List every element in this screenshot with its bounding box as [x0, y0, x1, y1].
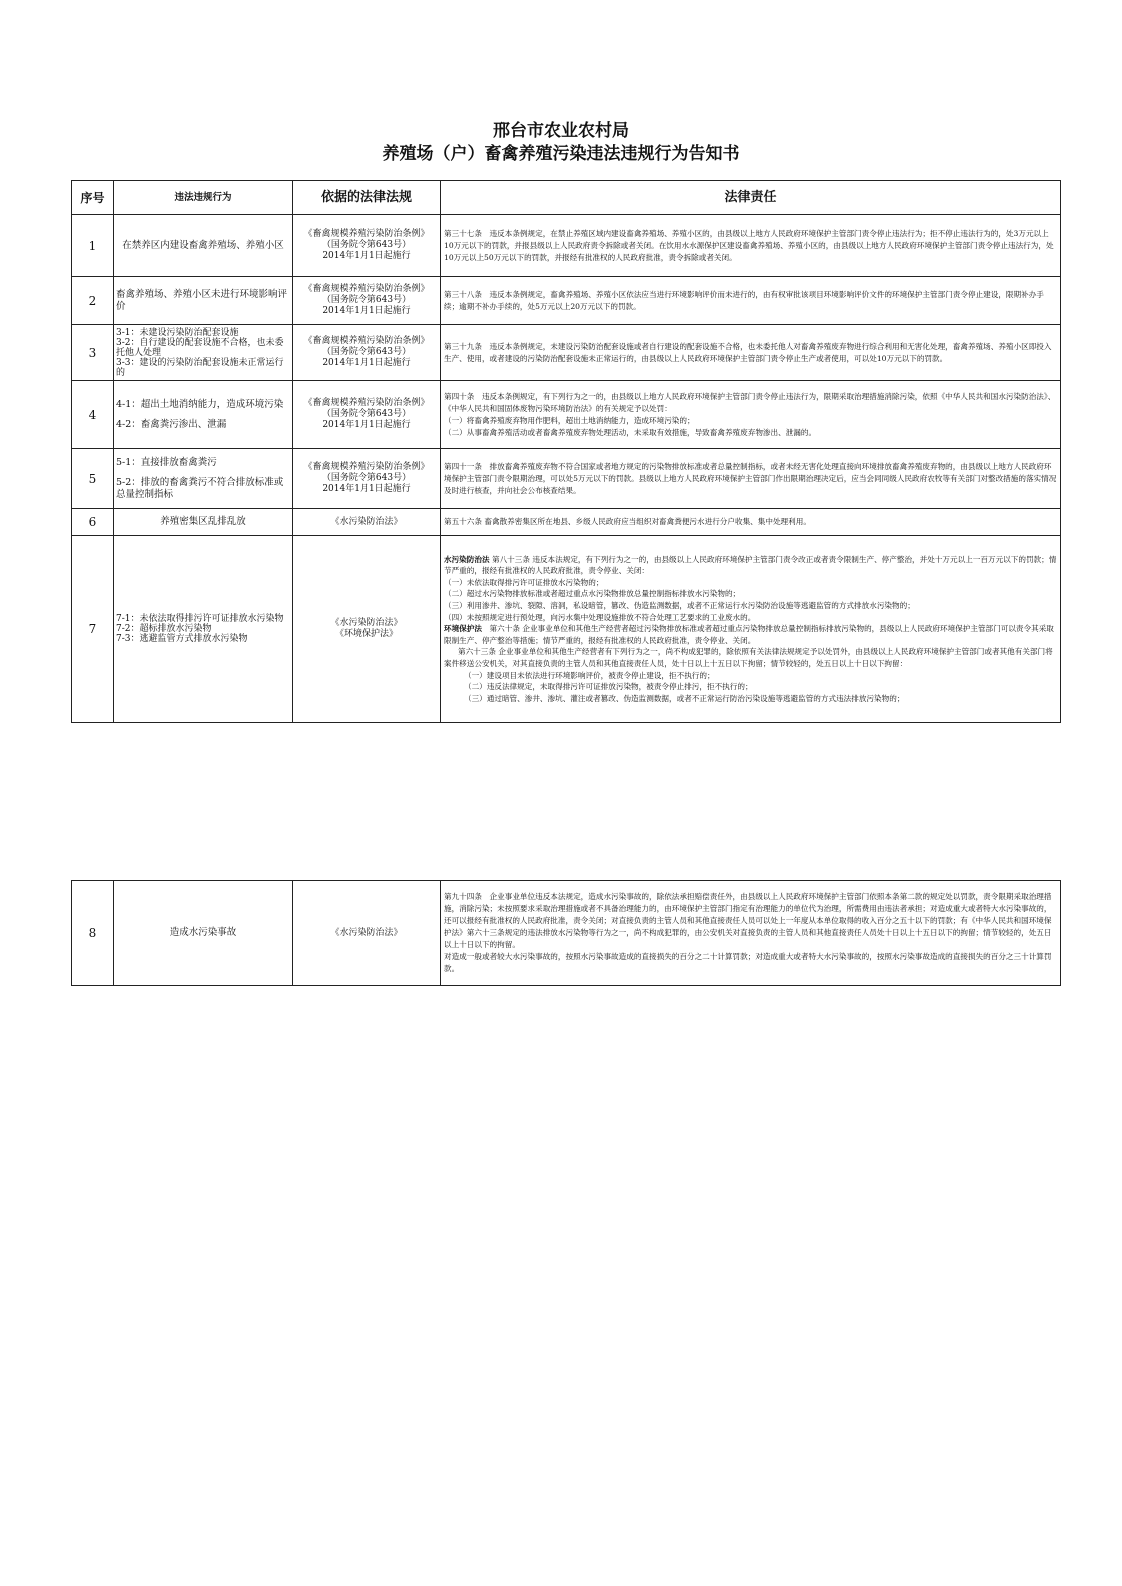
liability-cell: [441, 325, 1061, 381]
violation-cell: [114, 509, 293, 536]
table-row: [72, 381, 1061, 449]
row-number: 2: [72, 277, 114, 325]
liability-water-law: [444, 554, 1057, 577]
liability-env-law: [444, 623, 1057, 646]
law-name-label: 环境保护法: [444, 624, 482, 634]
violation-text: 养殖密集区乱排乱放: [160, 516, 246, 527]
law-name-label: 水污染防治法: [444, 554, 490, 564]
column-header-no: 序号: [72, 181, 114, 215]
liability-cell: [441, 277, 1061, 325]
liability-text: 第九十四条 企业事业单位违反本法规定，造成水污染事故的，除依法承担赔偿责任外，由县级以上人民政府环境保护主管部门依照本条第二款的规定处以罚款，责令限期采取治理措施，消除污染；未按照要求采取治理措施或者不具备治理能力的，由环境保护主管部门指定有治理能力的单位代为治理，所需费用由违法者承担；对造成重大或者特大水污染事故的，还可以报经有批准权的人民政府批准，责令关闭；对直接负责的主管人员和其他直接责任人员可以处上一年度从本单位取得的收入百分之五十以下的罚款；有《中华人民共和国环境保护法》第六十三条规定的违法排放水污染物等行为之一，尚不构成犯罪的，由公安机关对直接负责的主管人员和其他直接责任人员处十日以上十五日以下的拘留；情节较轻的，处五日以上十日以下的拘留。: [444, 892, 1052, 949]
liability-text: 第六十三条 企业事业单位和其他生产经营者有下列行为之一，尚不构成犯罪的，除依照有关法律法规规定予以处罚外，由县级以上人民政府环境保护主管部门或者其他有关部门将案件移送公安机关，对其直接负责的主管人员和其他直接责任人员，处十日以上十五日以下拘留；情节较轻的，处五日以上十日以下拘留：: [444, 647, 1053, 668]
column-header-liability: 法律责任: [441, 181, 1061, 215]
violation-text: 畜禽养殖场、养殖小区未进行环境影响评价: [116, 288, 288, 312]
liability-item: （一）建设项目未依法进行环境影响评价，被责令停止建设，拒不执行的；: [464, 670, 715, 680]
law-title: 《水污染防治法》: [330, 516, 403, 527]
liability-item: （三）通过暗管、渗井、渗坑、灌注或者篡改、伪造监测数据，或者不正常运行防治污染设施等逃避监管的方式违法排放污染物的；: [464, 693, 905, 703]
liability-cell: [441, 449, 1061, 509]
liability-cell: [441, 381, 1061, 449]
law-title: 《畜禽规模养殖污染防治条例》: [303, 462, 430, 472]
liability-cell: [441, 881, 1061, 986]
law-cell: [293, 509, 441, 536]
liability-text: 第五十六条 畜禽散养密集区所在地县、乡级人民政府应当组织对畜禽粪便污水进行分户收集、集中处理利用。: [444, 517, 811, 526]
law-cell: [293, 381, 441, 449]
table-row: [72, 536, 1061, 723]
law-title: 《水污染防治法》: [330, 618, 403, 628]
liability-text: 第三十九条 违反本条例规定，未建设污染防治配套设施或者自行建设的配套设施不合格，也未委托他人对畜禽养殖废弃物进行综合利用和无害化处理，畜禽养殖场、养殖小区即投入生产、使用，或者建设的污染防治配套设施未正常运行的，由县级以上人民政府环境保护主管部门责令停止生产或者使用，可以处10万元以下的罚款。: [444, 341, 1052, 363]
violations-table-continued: [71, 880, 1061, 986]
liability-cell: [441, 509, 1061, 536]
violation-cell: [114, 277, 293, 325]
table-row: [72, 325, 1061, 381]
violation-cell: [114, 325, 293, 381]
violation-item: 7-1：未依法取得排污许可证排放水污染物: [116, 614, 284, 624]
violation-text: 在禁养区内建设畜禽养殖场、养殖小区: [122, 239, 284, 251]
liability-item: （三）利用渗井、渗坑、裂隙、溶洞，私设暗管，篡改、伪造监测数据，或者不正常运行水污染防治设施等逃避监管的方式排放水污染物的；: [444, 601, 915, 611]
page-title-agency: 邢台市农业农村局: [493, 121, 629, 141]
law-title: 《畜禽规模养殖污染防治条例》: [303, 284, 430, 294]
violation-text: 造成水污染事故: [169, 927, 237, 938]
law-title: 《畜禽规模养殖污染防治条例》: [303, 336, 430, 346]
row-number: 4: [72, 381, 114, 449]
liability-text: 第三十八条 违反本条例规定，畜禽养殖场、养殖小区依法应当进行环境影响评价而未进行的，由有权审批该项目环境影响评价文件的环境保护主管部门责令停止建设，限期补办手续；逾期不补办手续的，处5万元以上20万元以下的罚款。: [444, 289, 1044, 311]
row-number: 3: [72, 325, 114, 381]
table-row: [72, 449, 1061, 509]
violation-cell: [114, 449, 293, 509]
law-cell: [293, 536, 441, 723]
liability-text: 第六十条 企业事业单位和其他生产经营者超过污染物排放标准或者超过重点污染物排放总量控制指标排放污染物的，县级以上人民政府环境保护主管部门可以责令其采取限制生产、停产整治等措施；情节严重的，报经有批准权的人民政府批准，责令停业、关闭。: [444, 624, 1054, 645]
liability-item: （一）将畜禽养殖废弃物用作肥料，超出土地消纳能力，造成环境污染的；: [444, 415, 695, 425]
column-header-law: 依据的法律法规: [293, 181, 441, 215]
law-cell: [293, 215, 441, 277]
row-number: 7: [72, 536, 114, 723]
law-title: 《水污染防治法》: [330, 927, 403, 938]
law-cell: [293, 277, 441, 325]
violation-item: 7-2：超标排放水污染物: [116, 624, 212, 634]
violation-item: 4-1：超出土地消纳能力，造成环境污染: [116, 398, 284, 410]
row-number: 6: [72, 509, 114, 536]
law-title: 《畜禽规模养殖污染防治条例》: [303, 229, 430, 239]
table-row: [72, 509, 1061, 536]
law-effective: 2014年1月1日起施行: [322, 358, 411, 368]
law-decree: （国务院令第643号）: [321, 347, 412, 357]
law-effective: 2014年1月1日起施行: [322, 420, 411, 430]
table-row: [72, 215, 1061, 277]
law-decree: （国务院令第643号）: [321, 473, 412, 483]
violation-cell: [114, 536, 293, 723]
liability-item: （二）违反法律规定，未取得排污许可证排放污染物，被责令停止排污，拒不执行的；: [464, 682, 753, 692]
law-title: 《畜禽规模养殖污染防治条例》: [303, 398, 430, 408]
row-number: 1: [72, 215, 114, 277]
liability-item: （一）未依法取得排污许可证排放水污染物的；: [444, 577, 604, 587]
row-number: 8: [72, 881, 114, 986]
violation-item: 3-2：自行建设的配套设施不合格，也未委托他人处理: [116, 337, 284, 358]
violation-cell: [114, 215, 293, 277]
law-decree: （国务院令第643号）: [321, 295, 412, 305]
liability-text: 第四十一条 排放畜禽养殖废弃物不符合国家或者地方规定的污染物排放标准或者总量控制指标，或者未经无害化处理直接向环境排放畜禽养殖废弃物的，由县级以上地方人民政府环境保护主管部门责令限期治理，可以处5万元以下的罚款。县级以上地方人民政府环境保护主管部门作出限期治理决定后，应当会同同级人民政府农牧等有关部门对整改措施的落实情况及时进行核查，并向社会公布核查结果。: [444, 461, 1057, 495]
page-title-notice: 养殖场（户）畜禽养殖污染违法违规行为告知书: [382, 144, 740, 164]
liability-item: （二）从事畜禽养殖活动或者畜禽养殖废弃物处理活动，未采取有效措施，导致畜禽养殖废弃物渗出、泄漏的。: [444, 427, 817, 437]
violation-cell: [114, 881, 293, 986]
law-cell: [293, 325, 441, 381]
law-decree: （国务院令第643号）: [321, 409, 412, 419]
law-cell: [293, 881, 441, 986]
law-effective: 2014年1月1日起施行: [322, 251, 411, 261]
violation-item: 4-2：畜禽粪污渗出、泄漏: [116, 418, 227, 430]
violation-cell: [114, 381, 293, 449]
liability-text: 第四十条 违反本条例规定，有下列行为之一的，由县级以上地方人民政府环境保护主管部门责令停止违法行为，限期采取治理措施消除污染，依照《中华人民共和国水污染防治法》、《中华人民共和国固体废物污染环境防治法》的有关规定予以处罚：: [444, 391, 1056, 413]
liability-text: 对造成一般或者较大水污染事故的，按照水污染事故造成的直接损失的百分之二十计算罚款；对造成重大或者特大水污染事故的，按照水污染事故造成的直接损失的百分之三十计算罚款。: [444, 952, 1052, 973]
violation-item: 3-3：建设的污染防治配套设施未正常运行的: [116, 357, 284, 378]
liability-cell: [441, 536, 1061, 723]
liability-text: 第三十七条 违反本条例规定，在禁止养殖区域内建设畜禽养殖场、养殖小区的，由县级以上地方人民政府环境保护主管部门责令停止违法行为；拒不停止违法行为的，处3万元以上10万元以下的罚款，并报县级以上人民政府责令拆除或者关闭。在饮用水水源保护区建设畜禽养殖场、养殖小区的，由县级以上地方人民政府环境保护主管部门责令停止违法行为，处10万元以上50万元以下的罚款，并报经有批准权的人民政府批准，责令拆除或者关闭。: [444, 228, 1054, 262]
liability-item: （二）超过水污染物排放标准或者超过重点水污染物排放总量控制指标排放水污染物的；: [444, 589, 741, 599]
violation-item: 7-3：逃避监管方式排放水污染物: [116, 634, 248, 644]
row-number: 5: [72, 449, 114, 509]
law-effective: 2014年1月1日起施行: [322, 306, 411, 316]
law-cell: [293, 449, 441, 509]
violation-item: 5-1：直接排放畜禽粪污: [116, 456, 217, 468]
law-effective: 2014年1月1日起施行: [322, 484, 411, 494]
violation-item: 3-1：未建设污染防治配套设施: [116, 327, 239, 338]
law-title: 《环境保护法》: [334, 629, 398, 639]
liability-item: （四）未按照规定进行预处理，向污水集中处理设施排放不符合处理工艺要求的工业废水的。: [444, 612, 756, 622]
violation-item: 5-2：排放的畜禽粪污不符合排放标准或总量控制指标: [116, 476, 284, 500]
liability-cell: [441, 215, 1061, 277]
table-header-row: [72, 181, 1061, 215]
liability-text: 第八十三条 违反本法规定，有下列行为之一的，由县级以上人民政府环境保护主管部门责令改正或者责令限制生产、停产整治，并处十万元以上一百万元以下的罚款；情节严重的，报经有批准权的人民政府批准，责令停业、关闭：: [444, 554, 1057, 576]
law-decree: （国务院令第643号）: [321, 240, 412, 250]
table-row: [72, 881, 1061, 986]
violations-table: [71, 180, 1061, 723]
column-header-violation: 违法违规行为: [114, 181, 293, 215]
table-row: [72, 277, 1061, 325]
